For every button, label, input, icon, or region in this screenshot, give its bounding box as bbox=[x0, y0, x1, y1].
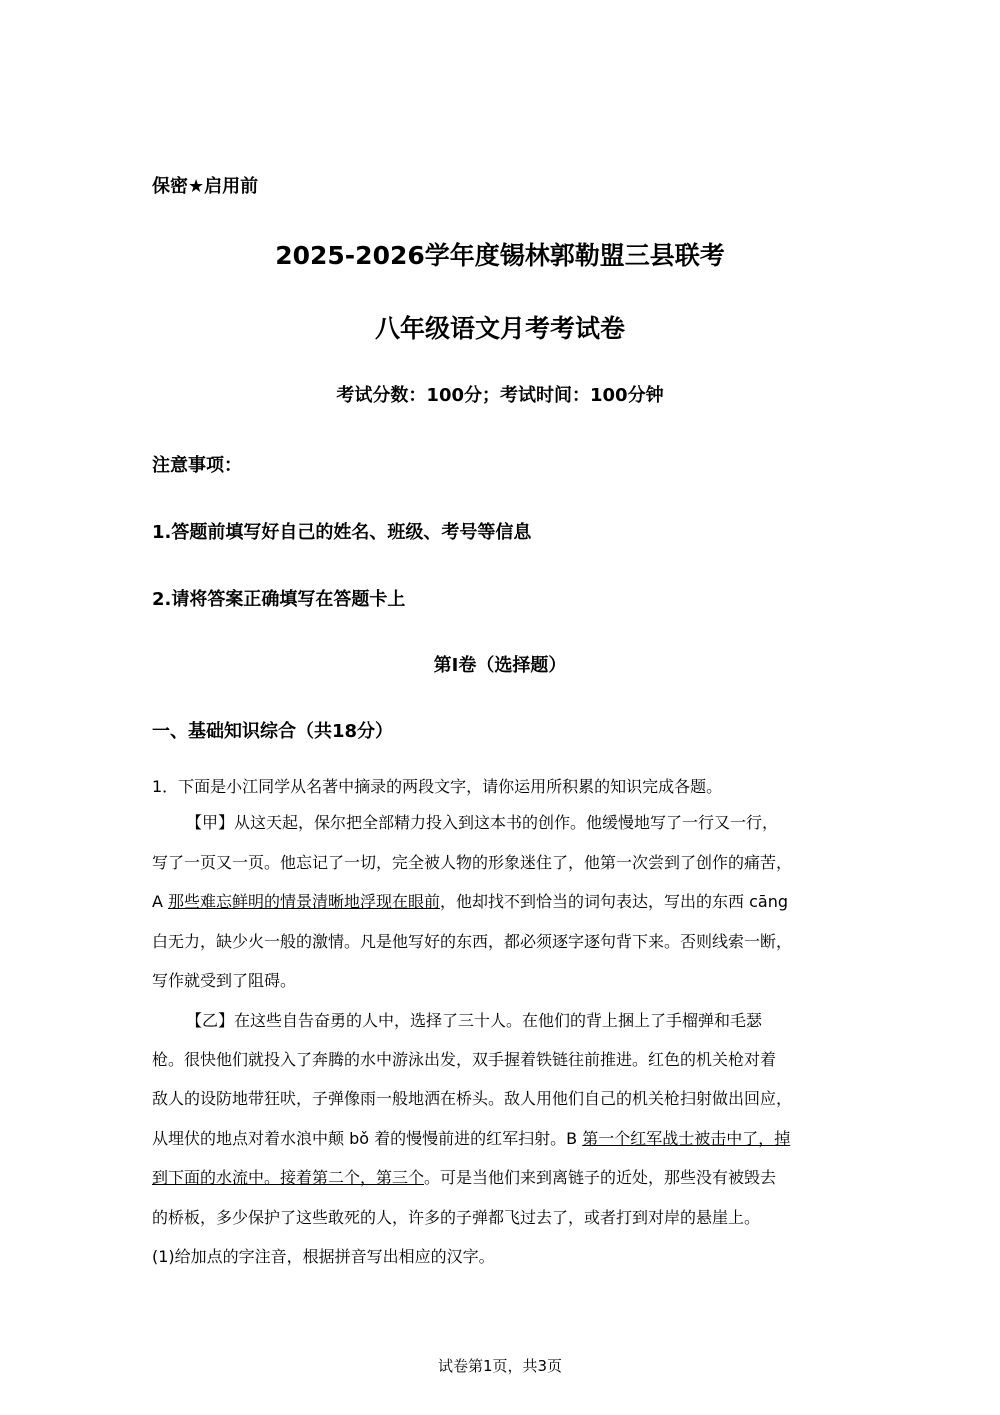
passage-yi-line: 【乙】在这些自告奋勇的人中，选择了三十人。在他们的背上捆上了手榴弹和毛瑟 bbox=[186, 1011, 763, 1030]
section-title: 一、基础知识综合（共18分） bbox=[152, 721, 394, 742]
notice-heading: 注意事项： bbox=[152, 455, 242, 476]
passage-text: 。可是当他们来到离链子的近处，那些没有被毁去 bbox=[424, 1168, 777, 1187]
passage-yi-line bbox=[152, 1128, 790, 1150]
exam-title-line2: 八年级语文月考考试卷 bbox=[374, 314, 625, 343]
passage-yi-line: 的桥板，多少保护了这些敢死的人，许多的子弹都飞过去了，或者打到对岸的悬崖上。 bbox=[152, 1208, 761, 1227]
confidential-label: 保密★启用前 bbox=[152, 176, 259, 197]
sub-question: (1)给加点的字注音，根据拼音写出相应的汉字。 bbox=[152, 1247, 495, 1266]
passage-yi-line: 敌人的设防地带狂吠，子弹像雨一般地洒在桥头。敌人用他们自己的机关枪扫射做出回应， bbox=[152, 1089, 793, 1108]
underlined-sentence-b: 第一个红军战士被击中了，掉 bbox=[582, 1129, 791, 1148]
passage-jia-line: 写了一页又一页。他忘记了一切，完全被人物的形象迷住了，他第一次尝到了创作的痛苦， bbox=[152, 853, 793, 872]
volume-title: 第I卷（选择题） bbox=[433, 655, 567, 676]
underlined-sentence-a: 那些难忘鲜明的情景清晰地浮现在眼前 bbox=[168, 892, 441, 911]
passage-jia-line: 白无力，缺少火一般的激情。凡是他写好的东西，都必须逐字逐句背下来。否则线索一断， bbox=[152, 932, 793, 951]
page-footer: 试卷第1页，共3页 bbox=[437, 1357, 563, 1375]
passage-jia-line bbox=[152, 891, 788, 913]
exam-title-line1: 2025-2026学年度锡林郭勒盟三县联考 bbox=[275, 241, 725, 270]
underlined-sentence-b: 到下面的水流中。接着第二个，第三个 bbox=[152, 1168, 425, 1187]
passage-text: 从埋伏的地点对着水浪中颠 bǒ 着的慢慢前进的红军扫射。B bbox=[152, 1129, 583, 1148]
passage-yi-line bbox=[152, 1167, 776, 1189]
notice-item: 2.请将答案正确填写在答题卡上 bbox=[152, 589, 406, 610]
label-a: A bbox=[152, 892, 169, 911]
passage-text: ，他却找不到恰当的词句表达，写出的东西 cāng bbox=[440, 892, 789, 911]
question-prompt: 1．下面是小江同学从名著中摘录的两段文字，请你运用所积累的知识完成各题。 bbox=[152, 777, 723, 796]
exam-info: 考试分数：100分；考试时间：100分钟 bbox=[336, 385, 664, 406]
notice-item: 1.答题前填写好自己的姓名、班级、考号等信息 bbox=[152, 522, 532, 543]
passage-jia-line: 写作就受到了阻碍。 bbox=[152, 971, 297, 990]
passage-yi-line: 枪。很快他们就投入了奔腾的水中游泳出发，双手握着铁链往前推进。红色的机关枪对着 bbox=[152, 1050, 777, 1069]
passage-jia-line: 【甲】从这天起，保尔把全部精力投入到这本书的创作。他缓慢地写了一行又一行， bbox=[186, 813, 779, 832]
